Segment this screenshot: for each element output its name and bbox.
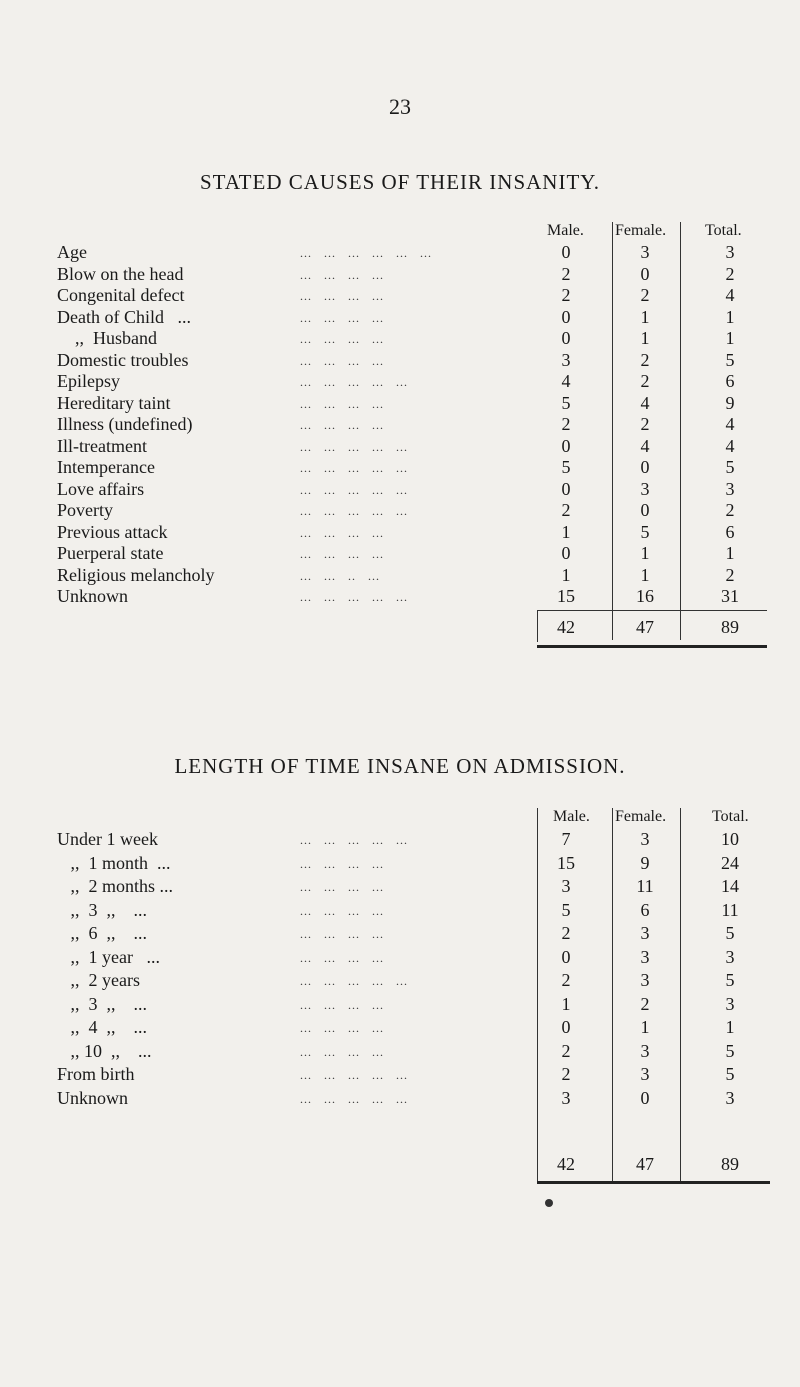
causes-row: [0, 414, 800, 436]
male-value: 3: [561, 1087, 571, 1108]
male-value: 2: [561, 414, 571, 434]
causes-bottom-rule: [537, 645, 767, 648]
male-value: 0: [561, 435, 571, 456]
causes-row: [0, 457, 800, 479]
causes-header-female: Female.: [615, 222, 667, 239]
row-label: Puerperal state: [57, 543, 164, 563]
male-value: 0: [561, 543, 571, 563]
total-value: 31: [721, 586, 739, 606]
leader-dots: ... ... ... ... ...: [300, 504, 408, 518]
female-value: 0: [640, 263, 650, 284]
male-value: 0: [561, 946, 571, 967]
female-value: 1: [640, 306, 650, 327]
male-value: 2: [561, 285, 571, 305]
total-value: 5: [725, 457, 735, 477]
leader-dots: ... ... ... ...: [300, 267, 384, 282]
causes-row: [0, 479, 800, 501]
causes-row: [0, 285, 800, 307]
causes-row: [0, 350, 800, 372]
female-value: 0: [640, 457, 650, 477]
causes-row: [0, 264, 800, 286]
female-value: 4: [640, 392, 650, 413]
leader-dots: ... ... ... ... ...: [300, 590, 408, 604]
leader-dots: ... ... ... ...: [300, 418, 384, 432]
length-row: [0, 1017, 800, 1039]
leader-dots: ... ... ... ... ...: [300, 375, 408, 389]
female-value: 6: [640, 899, 650, 920]
male-value: 2: [561, 923, 571, 943]
length-row: [0, 1064, 800, 1086]
total-value: 5: [725, 349, 735, 370]
leader-dots: ... ... ... ...: [300, 332, 384, 346]
leader-dots: ... ... ... ...: [300, 289, 384, 303]
leader-dots: ... ... ... ...: [300, 525, 384, 540]
female-value: 0: [640, 1087, 650, 1108]
causes-header-total: Total.: [705, 222, 742, 239]
leader-dots: ... ... ... ... ...: [300, 974, 408, 988]
leader-dots: ... ... ... ...: [300, 950, 384, 965]
male-value: 15: [557, 852, 575, 873]
leader-dots: ... ... ... ...: [300, 547, 384, 561]
female-value: 1: [640, 328, 650, 348]
row-label: ,, 1 month ...: [57, 852, 171, 873]
length-title: LENGTH OF TIME INSANE ON ADMISSION.: [174, 754, 626, 778]
total-value: 2: [725, 564, 735, 585]
row-label: Domestic troubles: [57, 349, 189, 370]
total-value: 24: [721, 852, 739, 873]
male-value: 3: [561, 349, 571, 370]
causes-totals-row: [0, 617, 800, 639]
total-value: 3: [725, 478, 735, 499]
leader-dots: ... ... ... ...: [300, 903, 384, 918]
row-label: ,, 2 years: [57, 970, 140, 990]
causes-header-male: Male.: [547, 222, 584, 239]
total-value: 9: [725, 392, 735, 413]
female-value: 1: [640, 564, 650, 585]
male-value: 15: [557, 586, 575, 606]
leader-dots: ... ... ... ...: [300, 353, 384, 368]
female-value: 2: [640, 349, 650, 370]
length-row: [0, 1041, 800, 1063]
leader-dots: ... ... ... ...: [300, 997, 384, 1012]
leader-dots: ... ... ... ...: [300, 880, 384, 894]
row-label: Ill-treatment: [57, 435, 147, 456]
causes-row: [0, 436, 800, 458]
length-row: [0, 829, 800, 851]
total-value: 14: [721, 876, 739, 896]
leader-dots: ... ... ... ...: [300, 1021, 384, 1035]
causes-row: [0, 307, 800, 329]
female-value: 2: [640, 371, 650, 391]
leader-dots: ... ... .. ...: [300, 568, 380, 583]
leader-dots: ... ... ... ...: [300, 310, 384, 325]
female-value: 3: [640, 946, 650, 967]
row-label: Poverty: [57, 500, 113, 520]
total-value: 11: [721, 899, 739, 920]
leader-dots: ... ... ... ... ...: [300, 1068, 408, 1082]
female-value: 16: [636, 586, 654, 606]
female-value: 3: [640, 923, 650, 943]
row-label: ,, 1 year ...: [57, 946, 160, 967]
row-label: Unknown: [57, 586, 128, 606]
female-value: 2: [640, 285, 650, 305]
male-value: 0: [561, 306, 571, 327]
row-label: ,, 6 ,, ...: [57, 923, 147, 943]
length-row: [0, 1088, 800, 1110]
row-label: Illness (undefined): [57, 414, 193, 434]
male-value: 1: [561, 564, 571, 585]
causes-row: [0, 522, 800, 544]
length-header-total: Total.: [712, 808, 749, 825]
female-value: 3: [640, 1064, 650, 1084]
total-value: 4: [725, 435, 735, 456]
female-value: 3: [640, 970, 650, 990]
causes-total-female: 47: [636, 617, 654, 637]
female-value: 2: [640, 414, 650, 434]
row-label: Under 1 week: [57, 829, 158, 849]
male-value: 5: [561, 392, 571, 413]
male-value: 5: [561, 457, 571, 477]
female-value: 1: [640, 543, 650, 563]
male-value: 2: [561, 970, 571, 990]
leader-dots: ... ... ... ... ...: [300, 482, 408, 497]
causes-sum-rule: [537, 610, 767, 611]
length-total-female: 47: [636, 1154, 654, 1174]
causes-row: [0, 543, 800, 565]
row-label: Congenital defect: [57, 285, 185, 305]
total-value: 4: [725, 414, 735, 434]
row-label: Unknown: [57, 1087, 128, 1108]
total-value: 5: [725, 1064, 735, 1084]
total-value: 1: [725, 543, 735, 563]
row-label: ,, 4 ,, ...: [57, 1017, 147, 1037]
female-value: 3: [640, 829, 650, 849]
male-value: 2: [561, 500, 571, 520]
female-value: 3: [640, 478, 650, 499]
total-value: 5: [725, 1040, 735, 1061]
causes-total-total: 89: [721, 617, 739, 637]
ink-blot: [545, 1199, 553, 1207]
row-label: Religious melancholy: [57, 564, 215, 585]
length-header-female: Female.: [615, 808, 667, 825]
male-value: 0: [561, 242, 571, 262]
male-value: 2: [561, 263, 571, 284]
length-row: [0, 853, 800, 875]
row-label: Blow on the head: [57, 263, 184, 284]
row-label: Age: [57, 242, 87, 262]
causes-row: [0, 586, 800, 608]
row-label: Hereditary taint: [57, 392, 171, 413]
row-label: ,, Husband: [57, 328, 157, 348]
length-totals-row: [0, 1154, 800, 1176]
length-total-total: 89: [721, 1154, 739, 1174]
female-value: 5: [640, 521, 650, 542]
length-bottom-rule: [537, 1181, 770, 1184]
row-label: Previous attack: [57, 521, 168, 542]
leader-dots: ... ... ... ... ... ...: [300, 246, 432, 260]
row-label: Love affairs: [57, 478, 145, 499]
leader-dots: ... ... ... ... ...: [300, 833, 408, 847]
female-value: 4: [640, 435, 650, 456]
total-value: 5: [725, 970, 735, 990]
total-value: 3: [725, 993, 735, 1014]
row-label: Intemperance: [57, 457, 155, 477]
causes-title: STATED CAUSES OF THEIR INSANITY.: [200, 170, 600, 194]
leader-dots: ... ... ... ...: [300, 927, 384, 941]
causes-row: [0, 393, 800, 415]
length-total-male: 42: [557, 1154, 575, 1174]
total-value: 3: [725, 242, 735, 262]
causes-row: [0, 371, 800, 393]
male-value: 4: [561, 371, 571, 391]
length-row: [0, 876, 800, 898]
total-value: 2: [725, 263, 735, 284]
female-value: 11: [636, 876, 654, 896]
female-value: 1: [640, 1017, 650, 1037]
causes-row: [0, 500, 800, 522]
male-value: 2: [561, 1064, 571, 1084]
length-row: [0, 900, 800, 922]
male-value: 0: [561, 328, 571, 348]
row-label: ,, 3 ,, ...: [57, 993, 147, 1014]
male-value: 0: [561, 478, 571, 499]
total-value: 1: [725, 306, 735, 327]
length-row: [0, 994, 800, 1016]
total-value: 3: [725, 946, 735, 967]
male-value: 1: [561, 993, 571, 1014]
leader-dots: ... ... ... ... ...: [300, 1091, 408, 1106]
row-label: Epilepsy: [57, 371, 120, 391]
total-value: 10: [721, 829, 739, 849]
total-value: 2: [725, 500, 735, 520]
leader-dots: ... ... ... ...: [300, 856, 384, 871]
total-value: 3: [725, 1087, 735, 1108]
causes-row: [0, 565, 800, 587]
leader-dots: ... ... ... ...: [300, 396, 384, 411]
female-value: 3: [640, 242, 650, 262]
total-value: 6: [725, 521, 735, 542]
total-value: 6: [725, 371, 735, 391]
leader-dots: ... ... ... ... ...: [300, 461, 408, 475]
male-value: 5: [561, 899, 571, 920]
causes-total-male: 42: [557, 617, 575, 637]
female-value: 3: [640, 1040, 650, 1061]
length-row: [0, 947, 800, 969]
male-value: 2: [561, 1040, 571, 1061]
male-value: 3: [561, 876, 571, 896]
male-value: 0: [561, 1017, 571, 1037]
causes-row: [0, 328, 800, 350]
row-label: ,, 3 ,, ...: [57, 899, 147, 920]
row-label: Death of Child ...: [57, 306, 191, 327]
male-value: 1: [561, 521, 571, 542]
female-value: 2: [640, 993, 650, 1014]
total-value: 4: [725, 285, 735, 305]
leader-dots: ... ... ... ... ...: [300, 439, 408, 454]
row-label: ,, 10 ,, ...: [57, 1040, 152, 1061]
row-label: ,, 2 months ...: [57, 876, 174, 896]
causes-row: [0, 242, 800, 264]
total-value: 1: [725, 1017, 735, 1037]
length-header-male: Male.: [553, 808, 590, 825]
page-number: 23: [389, 94, 411, 119]
male-value: 7: [561, 829, 571, 849]
total-value: 1: [725, 328, 735, 348]
row-label: From birth: [57, 1064, 135, 1084]
leader-dots: ... ... ... ...: [300, 1044, 384, 1059]
female-value: 9: [640, 852, 650, 873]
length-row: [0, 923, 800, 945]
female-value: 0: [640, 500, 650, 520]
total-value: 5: [725, 923, 735, 943]
length-row: [0, 970, 800, 992]
